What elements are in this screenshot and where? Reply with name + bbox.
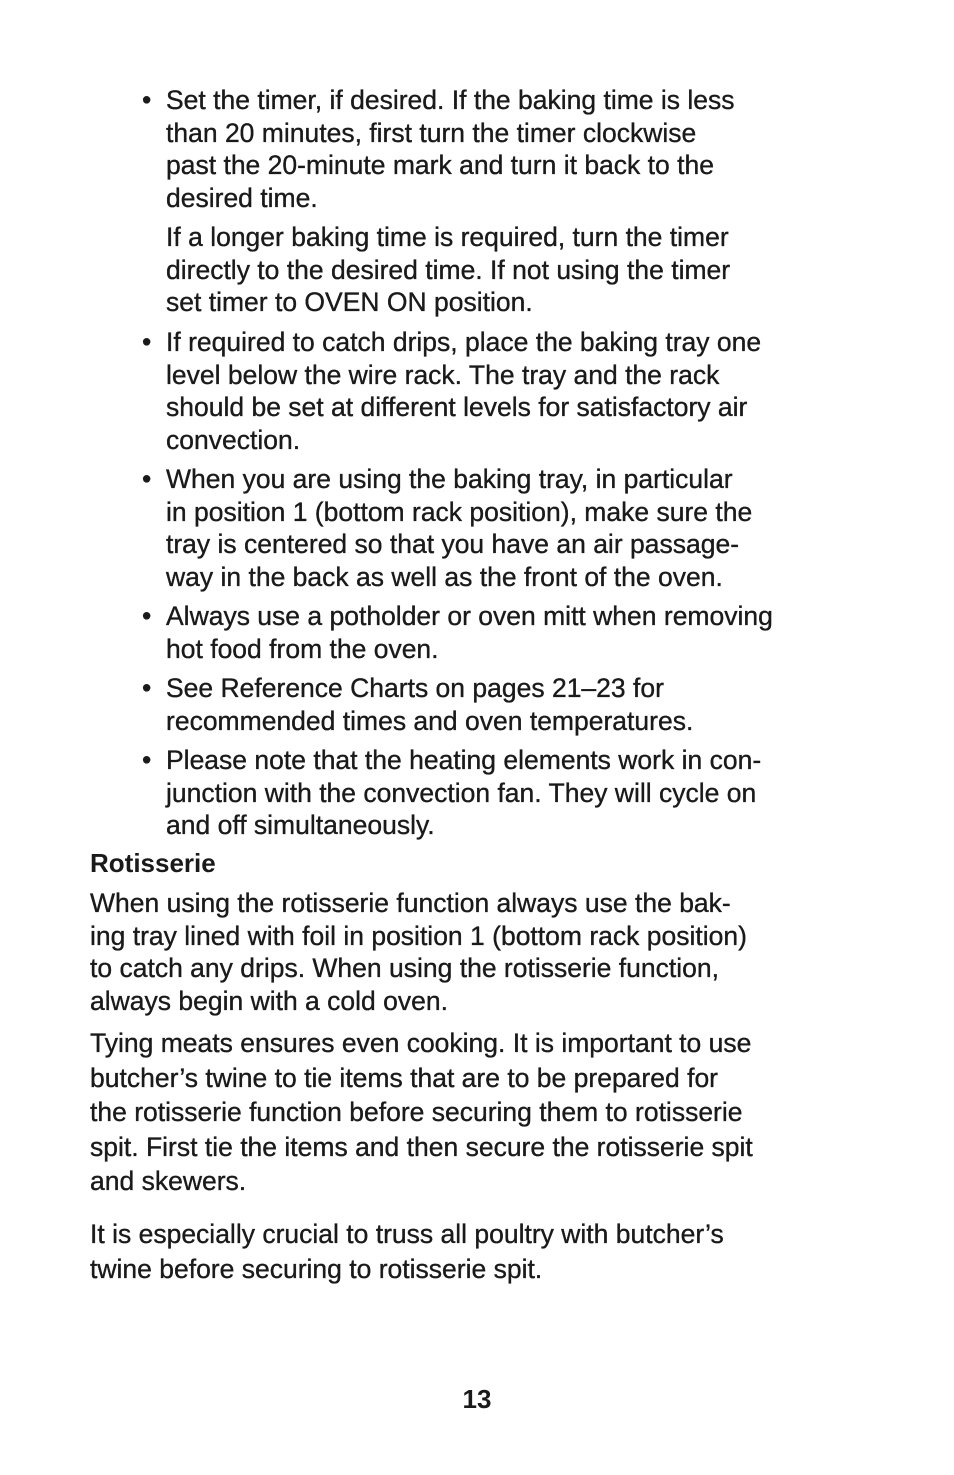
text-line: directly to the desired time. If not using the timer [166,254,731,285]
bullet-item-heating-elements [166,744,761,842]
bullet-marker: • [142,745,152,775]
text-line: spit. First tie the items and then secure the rotisserie spit [90,1131,753,1162]
bullet-marker: • [142,601,152,631]
text-line: should be set at different levels for satisfactory air [166,392,748,422]
timer-continuation-paragraph [166,221,730,319]
text-line: convection. [166,424,301,455]
bullet-marker: • [142,673,152,703]
text-line: Set the timer, if desired. If the baking time is less [166,85,735,115]
text-line: When using the rotisserie function always use the bak- [90,888,731,918]
text-line: hot food from the oven. [166,633,439,664]
rotisserie-paragraph-1 [90,887,747,1017]
bullet-marker: • [142,85,152,115]
text-line: tray is centered so that you have an air passage- [166,529,740,559]
text-line: always begin with a cold oven. [90,985,448,1016]
text-line: than 20 minutes, first turn the timer clockwise [166,117,697,148]
bullet-item-timer [166,84,735,214]
page-number: 13 [462,1384,492,1414]
rotisserie-paragraph-3 [90,1217,724,1286]
section-heading-rotisserie: Rotisserie [90,848,216,878]
rotisserie-paragraph-2 [90,1026,753,1199]
bullet-item-drips [166,326,761,456]
bullet-item-reference-charts [166,672,693,737]
text-line: to catch any drips. When using the rotisserie function, [90,953,719,983]
bullet-marker: • [142,464,152,494]
text-line: set timer to OVEN ON position. [166,287,533,317]
bullet-item-tray-position [166,463,752,593]
text-line: and off simultaneously. [166,810,435,840]
text-line: It is especially crucial to truss all poultry with butcher’s [90,1219,724,1249]
bullet-item-potholder [166,600,773,665]
text-line: See Reference Charts on pages 21–23 for [166,673,664,703]
text-line: desired time. [166,182,318,213]
text-line: butcher’s twine to tie items that are to be prepared for [90,1062,719,1093]
text-line: Please note that the heating elements work in con- [166,745,762,775]
text-line: If a longer baking time is required, turn the timer [166,222,729,252]
text-line: in position 1 (bottom rack position), make sure the [166,496,753,527]
text-line: level below the wire rack. The tray and the rack [166,359,720,390]
bullet-marker: • [142,327,152,357]
text-line: the rotisserie function before securing them to rotisserie [90,1097,743,1128]
text-line: Tying meats ensures even cooking. It is important to use [90,1028,752,1058]
text-line: twine before securing to rotisserie spit. [90,1253,543,1284]
text-line: ing tray lined with foil in position 1 (bottom rack position) [90,920,747,951]
text-line: past the 20-minute mark and turn it back to the [166,150,714,180]
text-line: junction with the convection fan. They will cycle on [166,777,757,808]
text-line: recommended times and oven temperatures. [166,705,694,736]
text-line: way in the back as well as the front of the oven. [166,561,723,592]
text-line: and skewers. [90,1166,247,1197]
text-line: If required to catch drips, place the baking tray one [166,327,762,357]
text-line: When you are using the baking tray, in particular [166,464,733,494]
text-line: Always use a potholder or oven mitt when removing [166,601,773,631]
